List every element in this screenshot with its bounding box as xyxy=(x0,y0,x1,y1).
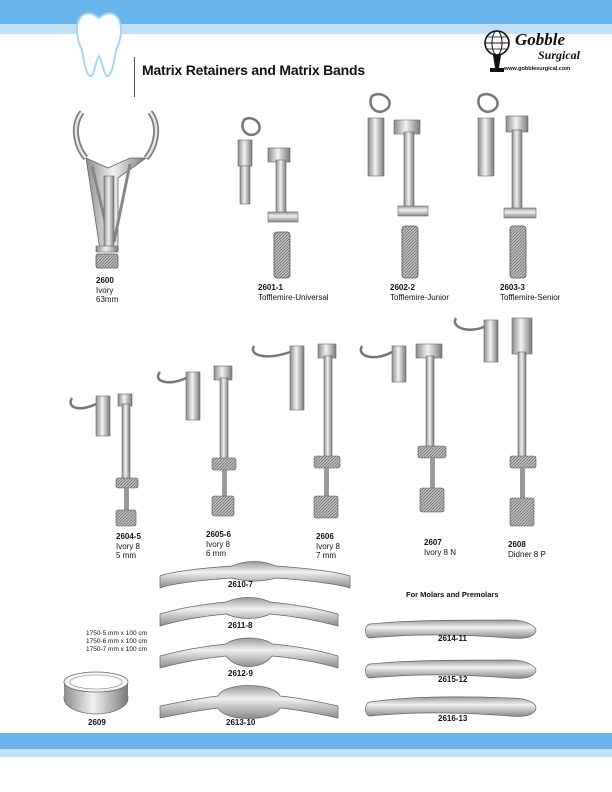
retainer-detail: 63mm xyxy=(96,295,119,304)
footer-band xyxy=(0,733,612,749)
band-2613-10-image xyxy=(160,686,338,719)
roll-2609-image xyxy=(64,672,128,714)
retainer-2600-image xyxy=(76,112,156,268)
retainer-2605-6-image xyxy=(158,366,236,516)
band-2611-8-label: 2611-8 xyxy=(228,621,253,630)
retainer-2602-2-label xyxy=(390,283,449,302)
retainer-2603-3-label xyxy=(500,283,560,302)
roll-size-list xyxy=(86,630,147,654)
retainer-code: 2605-6 xyxy=(206,530,231,539)
retainer-2600-label xyxy=(96,276,118,305)
retainer-name: Tofflemire-Universal xyxy=(258,292,329,302)
retainer-2608-label xyxy=(508,540,546,559)
band-2612-9-label: 2612-9 xyxy=(228,669,253,678)
retainer-code: 2602-2 xyxy=(390,283,415,292)
retainer-detail: 6 mm xyxy=(206,549,226,558)
retainer-detail: 7 mm xyxy=(316,551,336,560)
retainer-2601-1-image xyxy=(238,118,298,278)
retainer-2606-image xyxy=(253,344,340,518)
roll-size: 1750-5 mm x 100 cm xyxy=(86,630,148,637)
retainer-2607-label xyxy=(424,538,456,557)
retainer-name: Ivory 8 xyxy=(206,539,231,549)
retainer-code: 2606 xyxy=(316,532,334,541)
band-2616-13-label: 2616-13 xyxy=(438,714,468,723)
molar-section-heading: For Molars and Premolars xyxy=(406,590,499,599)
brand-tagline: Surgical xyxy=(538,48,581,62)
retainer-2608-image xyxy=(455,318,536,526)
roll-2609-label: 2609 xyxy=(88,718,106,727)
retainer-code: 2607 xyxy=(424,538,442,547)
footer-band-light xyxy=(0,749,612,757)
retainer-2607-image xyxy=(361,344,446,512)
band-2610-7-image xyxy=(160,562,350,589)
retainer-detail: 5 mm xyxy=(116,551,136,560)
roll-size: 1750-6 mm x 100 cm xyxy=(86,638,148,645)
retainer-2604-5-image xyxy=(71,394,138,526)
retainer-code: 2603-3 xyxy=(500,283,525,292)
retainer-2606-label xyxy=(316,532,340,561)
retainer-name: Tofflemire-Junior xyxy=(390,292,449,302)
retainer-name: Didner 8 P xyxy=(508,549,546,559)
brand-website: www.gobblesurgical.com xyxy=(504,66,571,72)
retainer-name: Ivory 8 xyxy=(116,541,141,551)
band-2613-10-label: 2613-10 xyxy=(226,718,256,727)
retainer-code: 2604-5 xyxy=(116,532,141,541)
retainer-2603-3-image xyxy=(478,94,536,278)
retainer-name: Ivory 8 xyxy=(316,541,341,551)
page-title: Matrix Retainers and Matrix Bands xyxy=(142,62,365,78)
roll-size: 1750-7 mm x 100 cm xyxy=(86,646,148,653)
retainer-2601-1-label xyxy=(258,283,329,302)
retainer-name: Ivory 8 N xyxy=(424,547,457,557)
band-2614-11-label: 2614-11 xyxy=(438,634,467,643)
brand-name: Gobble xyxy=(515,30,566,49)
retainer-code: 2608 xyxy=(508,540,526,549)
band-2610-7-label: 2610-7 xyxy=(228,580,253,589)
retainer-2602-2-image xyxy=(368,94,428,278)
retainer-code: 2600 xyxy=(96,276,114,285)
retainer-2605-6-label xyxy=(206,530,231,559)
retainer-code: 2601-1 xyxy=(258,283,283,292)
retainer-2604-5-label xyxy=(116,532,141,561)
band-2615-12-label: 2615-12 xyxy=(438,675,468,684)
band-2612-9-image xyxy=(160,638,338,668)
retainer-name: Tofflemire-Senior xyxy=(500,292,561,302)
retainer-name: Ivory xyxy=(96,285,114,295)
